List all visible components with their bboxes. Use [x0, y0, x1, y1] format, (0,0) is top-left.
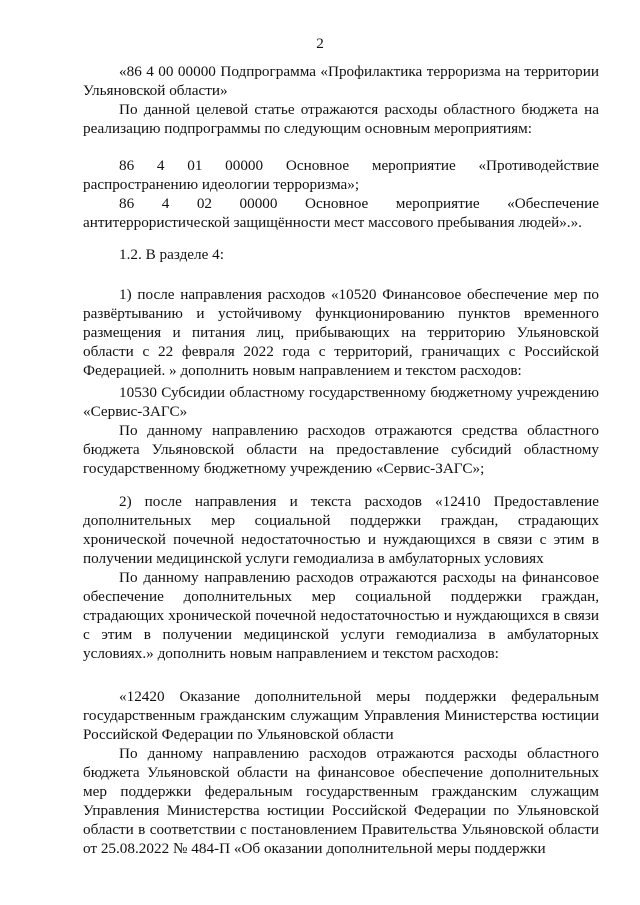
paragraph-direction-10530: 10530 Субсидии областному государственному бюджетному учреждению «Сервис-ЗАГС»: [83, 384, 599, 420]
paragraph-direction-12420: «12420 Оказание дополнительной меры поддержки федеральным государственным гражданским служащим Управления Министерства юстиции Российской Федерации по Ульяновской области: [83, 688, 599, 743]
paragraph-section-heading: 1.2. В разделе 4:: [119, 246, 224, 263]
paragraph-activity-1: 86 4 01 00000 Основное мероприятие «Противодействие распространению идеологии терроризма»;: [83, 157, 599, 193]
paragraph-activity-2: 86 4 02 00000 Основное мероприятие «Обеспечение антитеррористической защищённости мест массового пребывания людей».».: [83, 195, 599, 231]
paragraph-direction-12410-description: По данному направлению расходов отражаются расходы на финансовое обеспечение дополнительных мер социальной поддержки граждан, страдающих хронической почечной недостаточностью и нуждающихся в связи с этим в получении медицинской услуги гемодиализа в амбулаторных условиях.» дополнить новым направлением и текстом расходов:: [83, 569, 599, 662]
paragraph-subprogram-heading: «86 4 00 00000 Подпрограмма «Профилактика терроризма на территории Ульяновской области»: [83, 63, 599, 99]
paragraph-item-2-intro: 2) после направления и текста расходов «12410 Предоставление дополнительных мер социальной поддержки граждан, страдающих хронической почечной недостаточностью и нуждающихся в связи с этим в получении медицинской услуги гемодиализа в амбулаторных условиях: [83, 493, 599, 567]
paragraph-direction-12420-description: По данному направлению расходов отражаются расходы областного бюджета Ульяновской области на финансовое обеспечение дополнительных мер поддержки федеральным государственным гражданским служащим Управления Министерства юстиции Российской Федерации по Ульяновской области в соответствии с постановлением Правительства Ульяновской области от 25.08.2022 № 484-П «Об оказании дополнительной меры поддержки: [83, 745, 599, 857]
paragraph-subprogram-description: По данной целевой статье отражаются расходы областного бюджета на реализацию подпрограммы по следующим основным мероприятиям:: [83, 101, 599, 137]
paragraph-direction-10530-description: По данному направлению расходов отражаются средства областного бюджета Ульяновской области на предоставление субсидий областному государственному бюджетному учреждению «Сервис-ЗАГС»;: [83, 422, 599, 477]
paragraph-item-1-intro: 1) после направления расходов «10520 Финансовое обеспечение мер по развёртыванию и устойчивому функционированию пунктов временного размещения и питания лиц, прибывающих на территорию Ульяновской области с 22 февраля 2022 года с территорий, граничащих с Российской Федерацией. » дополнить новым направлением и текстом расходов:: [83, 286, 599, 379]
page-number: 2: [316, 35, 324, 52]
